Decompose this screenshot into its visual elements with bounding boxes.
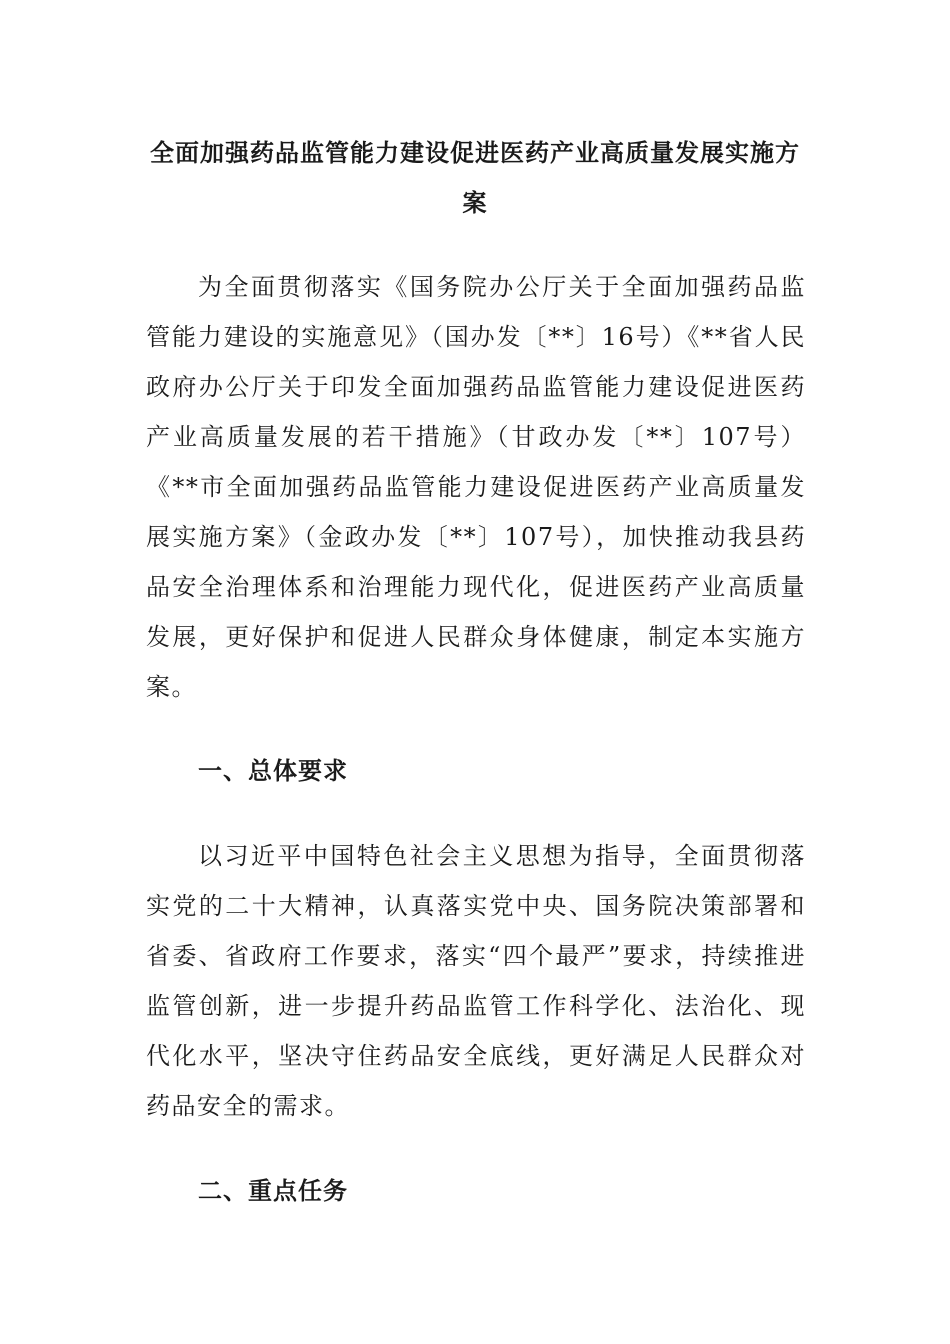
- section-heading-key-tasks: 二、重点任务: [198, 1176, 348, 1205]
- document-title: 全面加强药品监管能力建设促进医药产业高质量发展实施方案: [150, 138, 800, 217]
- section-heading-general-requirements: 一、总体要求: [198, 756, 348, 785]
- intro-paragraph: 为全面贯彻落实《国务院办公厅关于全面加强药品监管能力建设的实施意见》（国办发〔**〕16号）《**省人民政府办公厅关于印发全面加强药品监管能力建设促进医药产业高质量发展的若干措施》（甘政办发〔**〕107号）《**市全面加强药品监管能力建设促进医药产业高质量发展实施方案》（金政办发〔**〕107号），加快推动我县药品安全治理体系和治理能力现代化，促进医药产业高质量发展，更好保护和促进人民群众身体健康，制定本实施方案。: [146, 273, 806, 701]
- general-requirements-paragraph: 以习近平中国特色社会主义思想为指导，全面贯彻落实党的二十大精神，认真落实党中央、国务院决策部署和省委、省政府工作要求，落实“四个最严”要求，持续推进监管创新，进一步提升药品监管工作科学化、法治化、现代化水平，坚决守住药品安全底线，更好满足人民群众对药品安全的需求。: [146, 842, 806, 1120]
